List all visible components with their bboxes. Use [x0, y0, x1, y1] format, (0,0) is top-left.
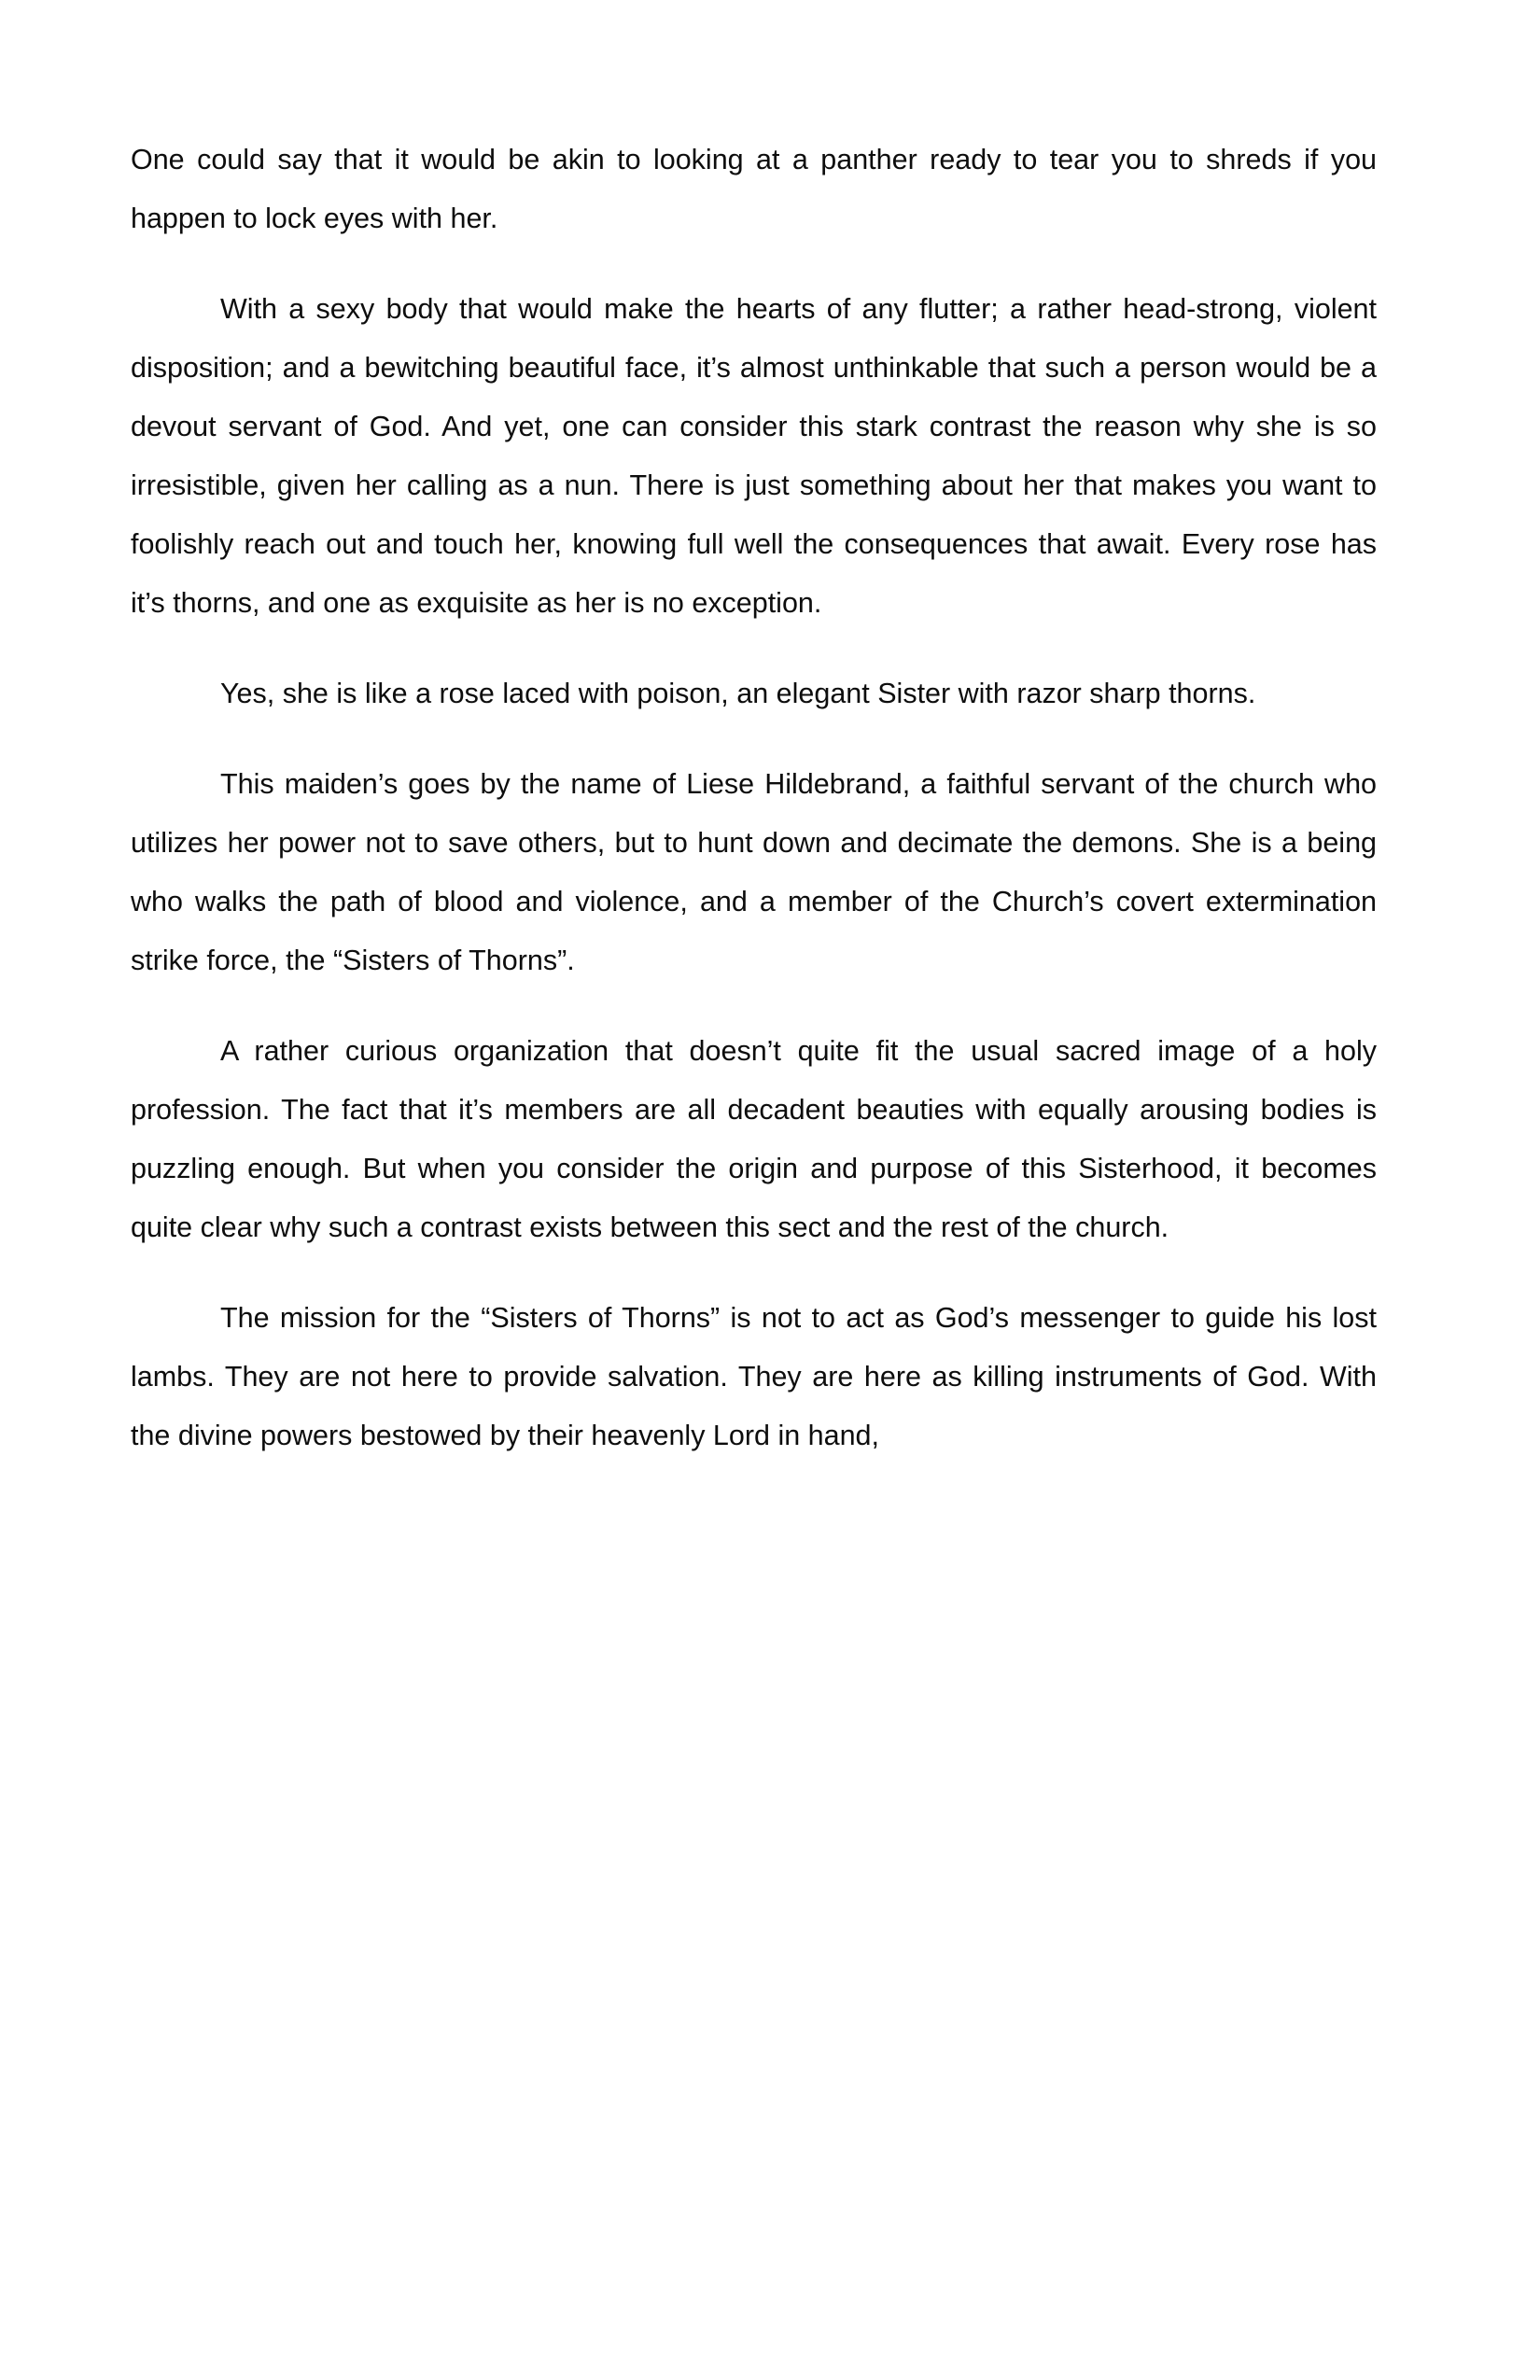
paragraph: This maiden’s goes by the name of Liese Hildebrand, a faithful servant of the church who utilizes her power not to save others, but to hunt down and decimate the demons. She is a being who walks the path of blood and violence, and a member of the Church’s covert extermination strike force, the “Sisters of Thorns”.: [131, 768, 1377, 976]
paragraph: A rather curious organization that doesn’t quite fit the usual sacred image of a holy profession. The fact that it’s members are all decadent beauties with equally arousing bodies is puzzling enough. But when you consider the origin and purpose of this Sisterhood, it becomes quite clear why such a contrast exists between this sect and the rest of the church.: [131, 1035, 1377, 1243]
paragraph: With a sexy body that would make the hearts of any flutter; a rather head-strong, violent disposition; and a bewitching beautiful face, it’s almost unthinkable that such a person would be a devout servant of God. And yet, one can consider this stark contrast the reason why she is so irresistible, given her calling as a nun. There is just something about her that makes you want to foolishly reach out and touch her, knowing full well the consequences that await. Every rose has it’s thorns, and one as exquisite as her is no exception.: [131, 293, 1377, 619]
document-body: [131, 131, 1377, 1465]
paragraph: The mission for the “Sisters of Thorns” is not to act as God’s messenger to guide his lost lambs. They are not here to provide salvation. They are here as killing instruments of God. With the divine powers bestowed by their heavenly Lord in hand,: [131, 1302, 1377, 1451]
paragraph: One could say that it would be akin to looking at a panther ready to tear you to shreds if you happen to lock eyes with her.: [131, 144, 1377, 234]
paragraph: Yes, she is like a rose laced with poison, an elegant Sister with razor sharp thorns.: [220, 678, 1256, 709]
